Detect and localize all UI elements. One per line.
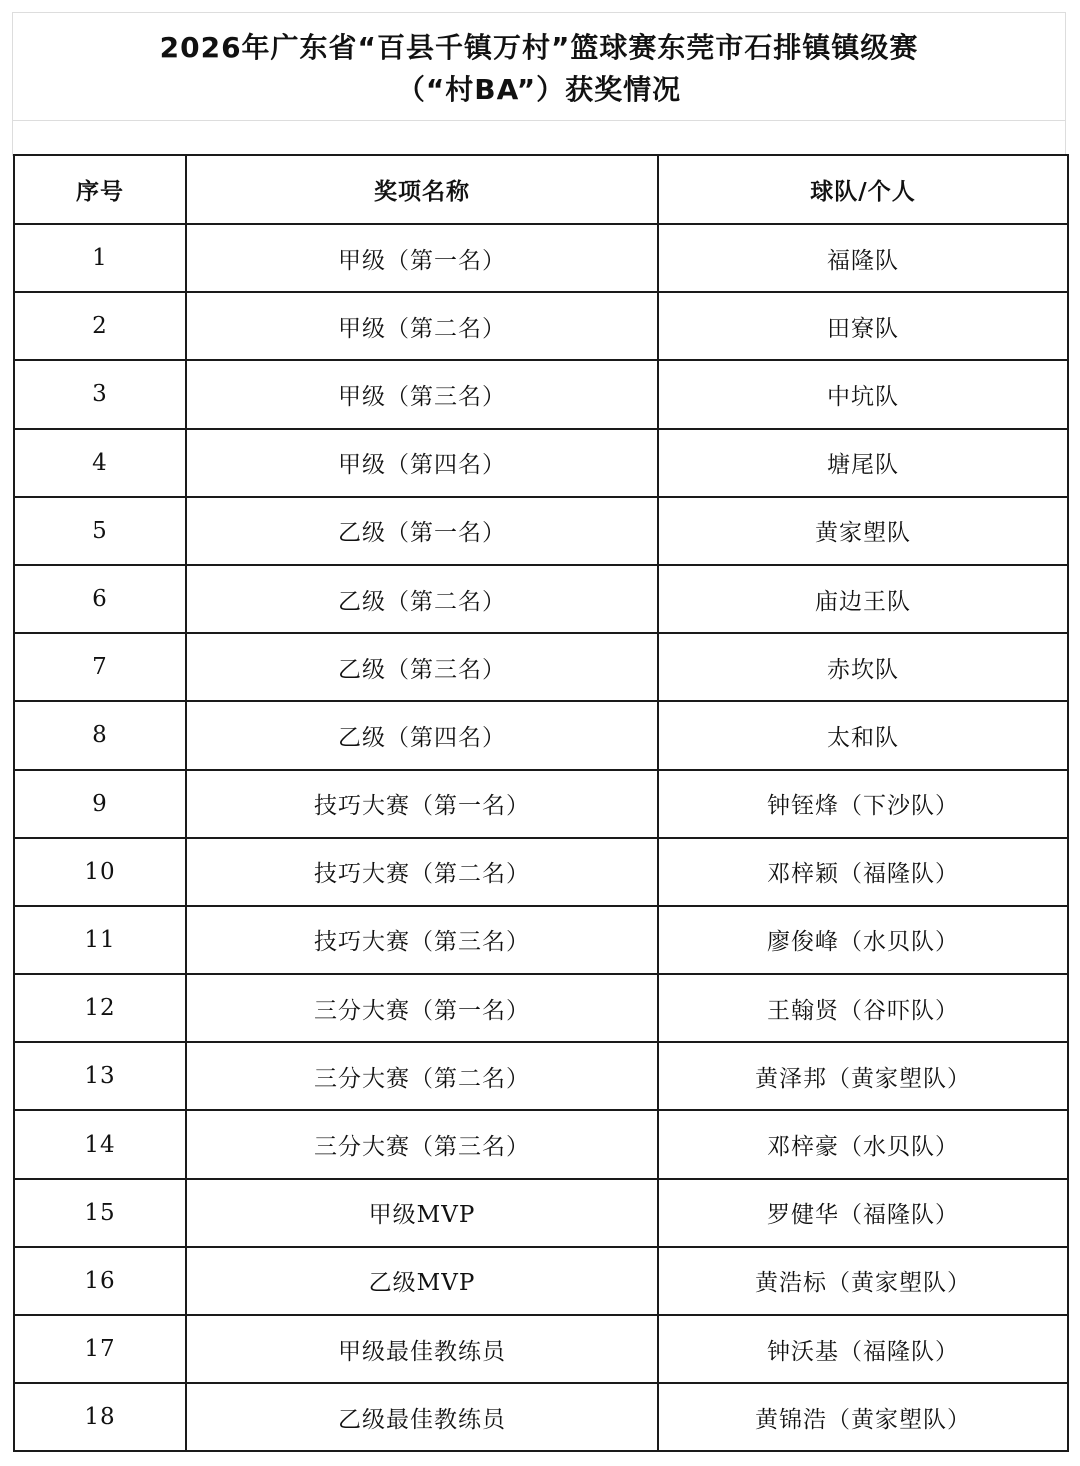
award-name: 甲级最佳教练员 [186, 1315, 658, 1383]
row-number: 9 [14, 770, 186, 838]
award-name: 甲级（第三名） [186, 360, 658, 428]
row-number: 10 [14, 838, 186, 906]
winner-name: 黄泽邦（黄家塱队） [658, 1042, 1068, 1110]
table-row [14, 770, 1068, 838]
award-name: 乙级（第一名） [186, 497, 658, 565]
award-name: 乙级（第四名） [186, 701, 658, 769]
award-name: 三分大赛（第三名） [186, 1110, 658, 1178]
winner-name: 王翰贤（谷吓队） [658, 974, 1068, 1042]
table-row [14, 1110, 1068, 1178]
award-name: 技巧大赛（第三名） [186, 906, 658, 974]
table-row [14, 701, 1068, 769]
table-row [14, 292, 1068, 360]
award-name: 乙级（第三名） [186, 633, 658, 701]
award-name: 三分大赛（第一名） [186, 974, 658, 1042]
row-number: 7 [14, 633, 186, 701]
table-row [14, 565, 1068, 633]
table-row [14, 1042, 1068, 1110]
header-award: 奖项名称 [186, 155, 658, 224]
row-number: 5 [14, 497, 186, 565]
winner-name: 邓梓颖（福隆队） [658, 838, 1068, 906]
winner-name: 庙边王队 [658, 565, 1068, 633]
winner-name: 廖俊峰（水贝队） [658, 906, 1068, 974]
winner-name: 塘尾队 [658, 429, 1068, 497]
row-number: 12 [14, 974, 186, 1042]
title-line-2: （“村BA”）获奖情况 [396, 73, 682, 106]
table-row [14, 1315, 1068, 1383]
award-table [13, 154, 1069, 1452]
winner-name: 罗健华（福隆队） [658, 1179, 1068, 1247]
table-row [14, 224, 1068, 292]
award-name: 三分大赛（第二名） [186, 1042, 658, 1110]
award-name: 甲级（第二名） [186, 292, 658, 360]
table-row [14, 838, 1068, 906]
row-number: 16 [14, 1247, 186, 1315]
table-row [14, 974, 1068, 1042]
table-row [14, 633, 1068, 701]
winner-name: 赤坎队 [658, 633, 1068, 701]
row-number: 2 [14, 292, 186, 360]
row-number: 3 [14, 360, 186, 428]
winner-name: 中坑队 [658, 360, 1068, 428]
table-row [14, 1179, 1068, 1247]
row-number: 6 [14, 565, 186, 633]
winner-name: 钟沃基（福隆队） [658, 1315, 1068, 1383]
award-name: 甲级MVP [186, 1179, 658, 1247]
row-number: 18 [14, 1383, 186, 1451]
table-row [14, 1383, 1068, 1451]
award-name: 技巧大赛（第二名） [186, 838, 658, 906]
winner-name: 钟铚烽（下沙队） [658, 770, 1068, 838]
row-number: 15 [14, 1179, 186, 1247]
header-number: 序号 [14, 155, 186, 224]
table-row [14, 429, 1068, 497]
table-row [14, 1247, 1068, 1315]
table-row [14, 906, 1068, 974]
row-number: 17 [14, 1315, 186, 1383]
row-number: 8 [14, 701, 186, 769]
winner-name: 太和队 [658, 701, 1068, 769]
spacer-row [12, 120, 1066, 156]
winner-name: 田寮队 [658, 292, 1068, 360]
header-winner: 球队/个人 [658, 155, 1068, 224]
title-line-1: 2026年广东省“百县千镇万村”篮球赛东莞市石排镇镇级赛 [159, 31, 919, 64]
row-number: 1 [14, 224, 186, 292]
row-number: 11 [14, 906, 186, 974]
award-name: 乙级（第二名） [186, 565, 658, 633]
award-name: 技巧大赛（第一名） [186, 770, 658, 838]
table-row [14, 360, 1068, 428]
row-number: 13 [14, 1042, 186, 1110]
winner-name: 福隆队 [658, 224, 1068, 292]
row-number: 4 [14, 429, 186, 497]
row-number: 14 [14, 1110, 186, 1178]
table-row [14, 497, 1068, 565]
winner-name: 黄锦浩（黄家塱队） [658, 1383, 1068, 1451]
award-name: 甲级（第一名） [186, 224, 658, 292]
award-name: 甲级（第四名） [186, 429, 658, 497]
award-name: 乙级最佳教练员 [186, 1383, 658, 1451]
winner-name: 邓梓豪（水贝队） [658, 1110, 1068, 1178]
winner-name: 黄家塱队 [658, 497, 1068, 565]
winner-name: 黄浩标（黄家塱队） [658, 1247, 1068, 1315]
document-title [12, 12, 1066, 120]
award-name: 乙级MVP [186, 1247, 658, 1315]
table-header-row [14, 155, 1068, 224]
